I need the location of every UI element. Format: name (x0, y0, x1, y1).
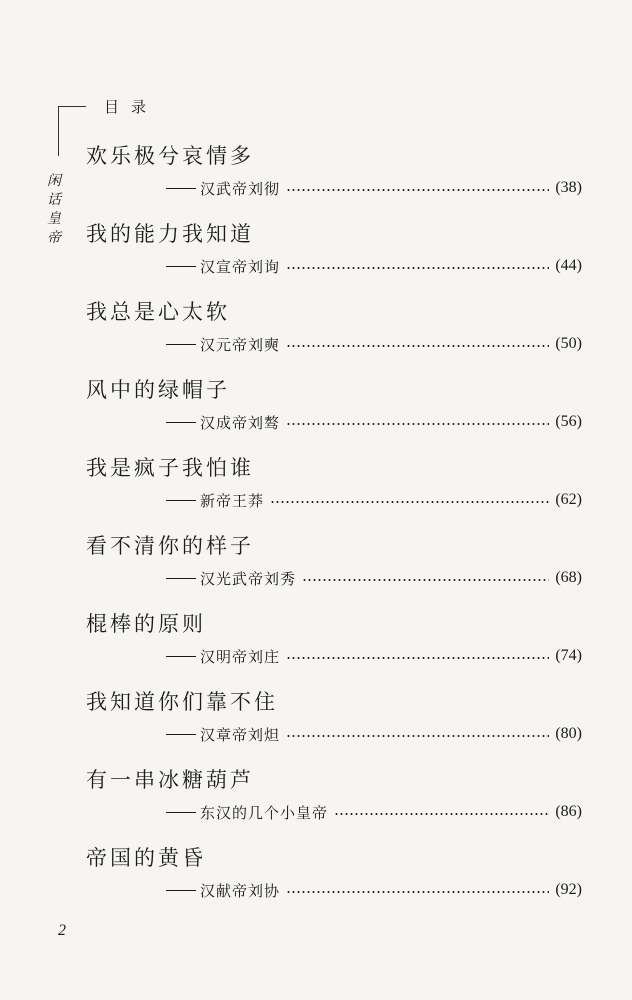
em-dash (166, 578, 196, 579)
entry-subtitle: 汉元帝刘奭 (200, 335, 281, 354)
entry-title: 欢乐极兮哀情多 (86, 144, 254, 168)
em-dash (166, 344, 196, 345)
entry-leader-line (166, 644, 582, 668)
toc-entry[interactable] (86, 764, 582, 842)
em-dash (166, 656, 196, 657)
entry-page-number: (56) (555, 413, 582, 430)
dot-leader (286, 345, 549, 347)
em-dash (166, 812, 196, 813)
toc-entries (86, 140, 582, 920)
em-dash (166, 266, 196, 267)
dot-leader (270, 501, 549, 503)
header-rule (58, 106, 86, 107)
toc-entry[interactable] (86, 530, 582, 608)
toc-entry[interactable] (86, 374, 582, 452)
entry-page-number: (38) (555, 179, 582, 196)
entry-title: 棍棒的原则 (86, 612, 206, 636)
toc-entry[interactable] (86, 842, 582, 920)
toc-entry[interactable] (86, 140, 582, 218)
dot-leader (286, 891, 549, 893)
dot-leader (302, 579, 549, 581)
book-title-char: 皇 (47, 211, 61, 227)
toc-entry[interactable] (86, 296, 582, 374)
entry-leader-line (166, 332, 582, 356)
entry-leader-line (166, 410, 582, 434)
entry-leader-line (166, 722, 582, 746)
book-title-char: 帝 (47, 230, 61, 246)
em-dash (166, 734, 196, 735)
em-dash (166, 500, 196, 501)
entry-subtitle: 汉宣帝刘询 (200, 257, 281, 276)
entry-leader-line (166, 254, 582, 278)
toc-entry[interactable] (86, 452, 582, 530)
entry-page-number: (68) (555, 569, 582, 586)
entry-subtitle: 东汉的几个小皇帝 (200, 803, 329, 822)
entry-subtitle: 汉光武帝刘秀 (200, 569, 297, 588)
dot-leader (286, 267, 549, 269)
toc-entry[interactable] (86, 608, 582, 686)
entry-page-number: (92) (555, 881, 582, 898)
running-book-title (44, 172, 64, 248)
dot-leader (286, 657, 549, 659)
entry-leader-line (166, 800, 582, 824)
em-dash (166, 890, 196, 891)
entry-subtitle: 汉武帝刘彻 (200, 179, 281, 198)
entry-subtitle: 汉章帝刘炟 (200, 725, 281, 744)
entry-leader-line (166, 176, 582, 200)
entry-subtitle: 汉献帝刘协 (200, 881, 281, 900)
entry-title: 我总是心太软 (86, 300, 230, 324)
entry-page-number: (62) (555, 491, 582, 508)
toc-entry[interactable] (86, 686, 582, 764)
entry-title: 看不清你的样子 (86, 534, 254, 558)
entry-page-number: (80) (555, 725, 582, 742)
entry-title: 我是疯子我怕谁 (86, 456, 254, 480)
entry-subtitle: 汉成帝刘骜 (200, 413, 281, 432)
entry-leader-line (166, 878, 582, 902)
entry-title: 我知道你们靠不住 (86, 690, 278, 714)
dot-leader (334, 813, 549, 815)
toc-entry[interactable] (86, 218, 582, 296)
dot-leader (286, 735, 549, 737)
entry-page-number: (50) (555, 335, 582, 352)
entry-title: 风中的绿帽子 (86, 378, 230, 402)
entry-title: 有一串冰糖葫芦 (86, 768, 254, 792)
entry-subtitle: 新帝王莽 (200, 491, 265, 510)
page-number: 2 (58, 922, 66, 939)
entry-leader-line (166, 566, 582, 590)
entry-subtitle: 汉明帝刘庄 (200, 647, 281, 666)
book-title-char: 话 (47, 192, 61, 208)
em-dash (166, 422, 196, 423)
dot-leader (286, 423, 549, 425)
book-title-char: 闲 (47, 173, 61, 189)
dot-leader (286, 189, 549, 191)
header-vertical-rule (58, 106, 59, 156)
entry-title: 我的能力我知道 (86, 222, 254, 246)
toc-heading: 目录 (104, 98, 159, 116)
entry-title: 帝国的黄昏 (86, 846, 206, 870)
em-dash (166, 188, 196, 189)
entry-page-number: (74) (555, 647, 582, 664)
entry-page-number: (86) (555, 803, 582, 820)
entry-leader-line (166, 488, 582, 512)
entry-page-number: (44) (555, 257, 582, 274)
